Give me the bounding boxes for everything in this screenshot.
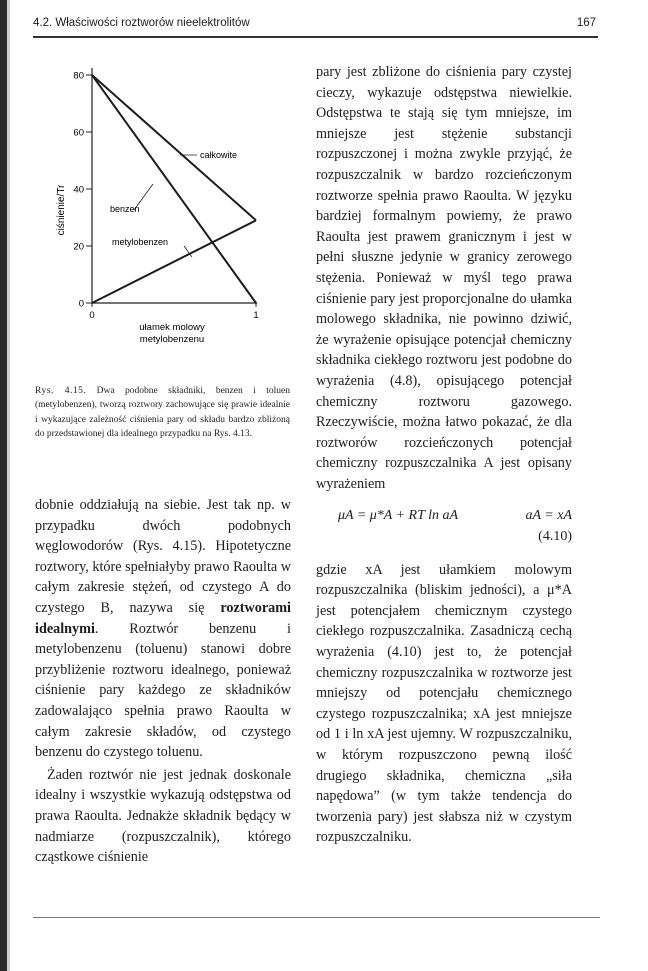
series-line-metylobenzen [92,220,256,303]
x-tick-label: 1 [253,310,259,321]
x-ticks [89,303,258,321]
figure-caption [35,384,290,441]
equation-right: aA = xA [525,508,572,524]
right-column [316,62,572,848]
x-tick-label: 0 [89,310,95,321]
bottom-rule [33,917,600,918]
caption-text: Dwa podobne składniki, benzen i toluen (metylobenzen), tworzą roztwory zachowujące się prawie idealnie i wykazujące zależność ciśnienia pary od składu bardzo zbliżoną do przedstawionej dla idealnego przypadku na Rys. 4.13. [35,386,290,439]
series-line-calkowite [92,75,256,220]
left-paragraph-1: dobnie oddziałują na siebie. Jest tak np. w przypadku dwóch podobnych węglowodorów (Rys. 4.15). Hipotetyczne roztwory, które spełniałyby prawo Raoulta w całym zakresie stężeń, od czystego A do czystego B, nazywa się roztworami idealnymi. Roztwór benzenu i metylobenzenu (toluenu) stanowi dobre przybliżenie roztworu idealnego, ponieważ ciśnienie pary każdego ze składników zadowalająco spełnia prawo Raoulta w całym zakresie składów, od czystego benzenu do czystego toluenu. [35,497,291,761]
x-axis-label-line1: ułamek molowy [139,322,205,333]
scan-edge-shadow [7,0,10,971]
y-tick-label: 80 [73,70,84,82]
right-paragraph-2: gdzie xA jest ułamkiem molowym rozpuszczalnika (bliskim jedności), a μ*A jest potencjałem chemicznym czystego ciekłego rozpuszczalnika. Zasadniczą cechą wyrażenia (4.10) jest to, że potencjał chemiczny rozpuszczalnika w roztworze jest mniejszy od potencjału chemicznego czystego rozpuszczalnika; xA jest mniejsze od 1 i ln xA jest ujemny. W rozpuszczalniku, w którym rozpuszczono pewną ilość drugiego składnika, chemiczna „siła napędowa” (w tym także tendencja do tworzenia pary) jest słabsza niż w czystym rozpuszczalniku. [316,561,572,846]
equation-number: (4.10) [538,529,572,545]
series-labels [110,150,237,257]
header-section-title: 4.2. Właściwości roztworów nieelektrolitów [33,17,250,29]
y-tick-label: 0 [78,298,84,310]
term-idealne: roztworami idealnymi [35,599,291,637]
series-label-metylobenzen: metylobenzen [112,237,169,247]
x-axis-label-line2: metylobenzenu [139,334,205,345]
page-number: 167 [576,17,596,29]
y-tick-label: 60 [73,127,84,139]
header-rule [33,36,598,38]
left-paragraph-2: Żaden roztwór nie jest jednak doskonale idealny i wszystkie wykazują odstępstwa od prawa Raoulta. Jednakże składnik będący w nadmiarze (rozpuszczalnik), którego cząstkowe ciśnienie [35,766,291,866]
caption-label: Rys. 4.15. [35,386,87,396]
series-label-calkowite: całkowite [200,150,238,160]
running-header [33,17,596,29]
left-column [35,495,291,868]
equation-left: μA = μ*A + RT ln aA [338,508,459,524]
series-lines [92,75,256,303]
scan-edge [0,0,7,971]
y-tick-label: 20 [73,241,84,253]
equation-4-10 [316,506,572,527]
y-ticks [73,71,92,310]
y-axis-label: ciśnienie/Tr [56,184,67,236]
series-line-benzen [92,75,256,303]
series-label-benzen: benzen [110,204,140,214]
vapour-pressure-chart [52,60,282,366]
right-paragraph-1: pary jest zbliżone do ciśnienia pary czystej cieczy, wykazuje odstępstwa niewielkie. Odstępstwa te stają się tym mniejsze, im mniejsze jest stężenie substancji rozpuszczonej i można zwykle przyjąć, że rozpuszczalnik w bardzo rozcieńczonym roztworze spełnia prawo Raoulta. W języku bardziej formalnym powiemy, że prawo Raoulta jest prawem granicznym i jest w pełni słuszne jedynie w granicy zerowego stężenia. Ponieważ w myśl tego prawa ciśnienie pary jest proporcjonalne do ułamka molowego składnika, nie powinno dziwić, że wyrażenie opisujące potencjał chemiczny składnika ciekłego roztworu jest podobne do wyrażenia (4.8), opisującego potencjał chemiczny roztworu gazowego. Rzeczywiście, można łatwo pokazać, że dla roztworów rozcieńczonych potencjał chemiczny rozpuszczalnika A jest opisany wyrażeniem [316,64,572,492]
y-tick-label: 40 [73,184,84,196]
